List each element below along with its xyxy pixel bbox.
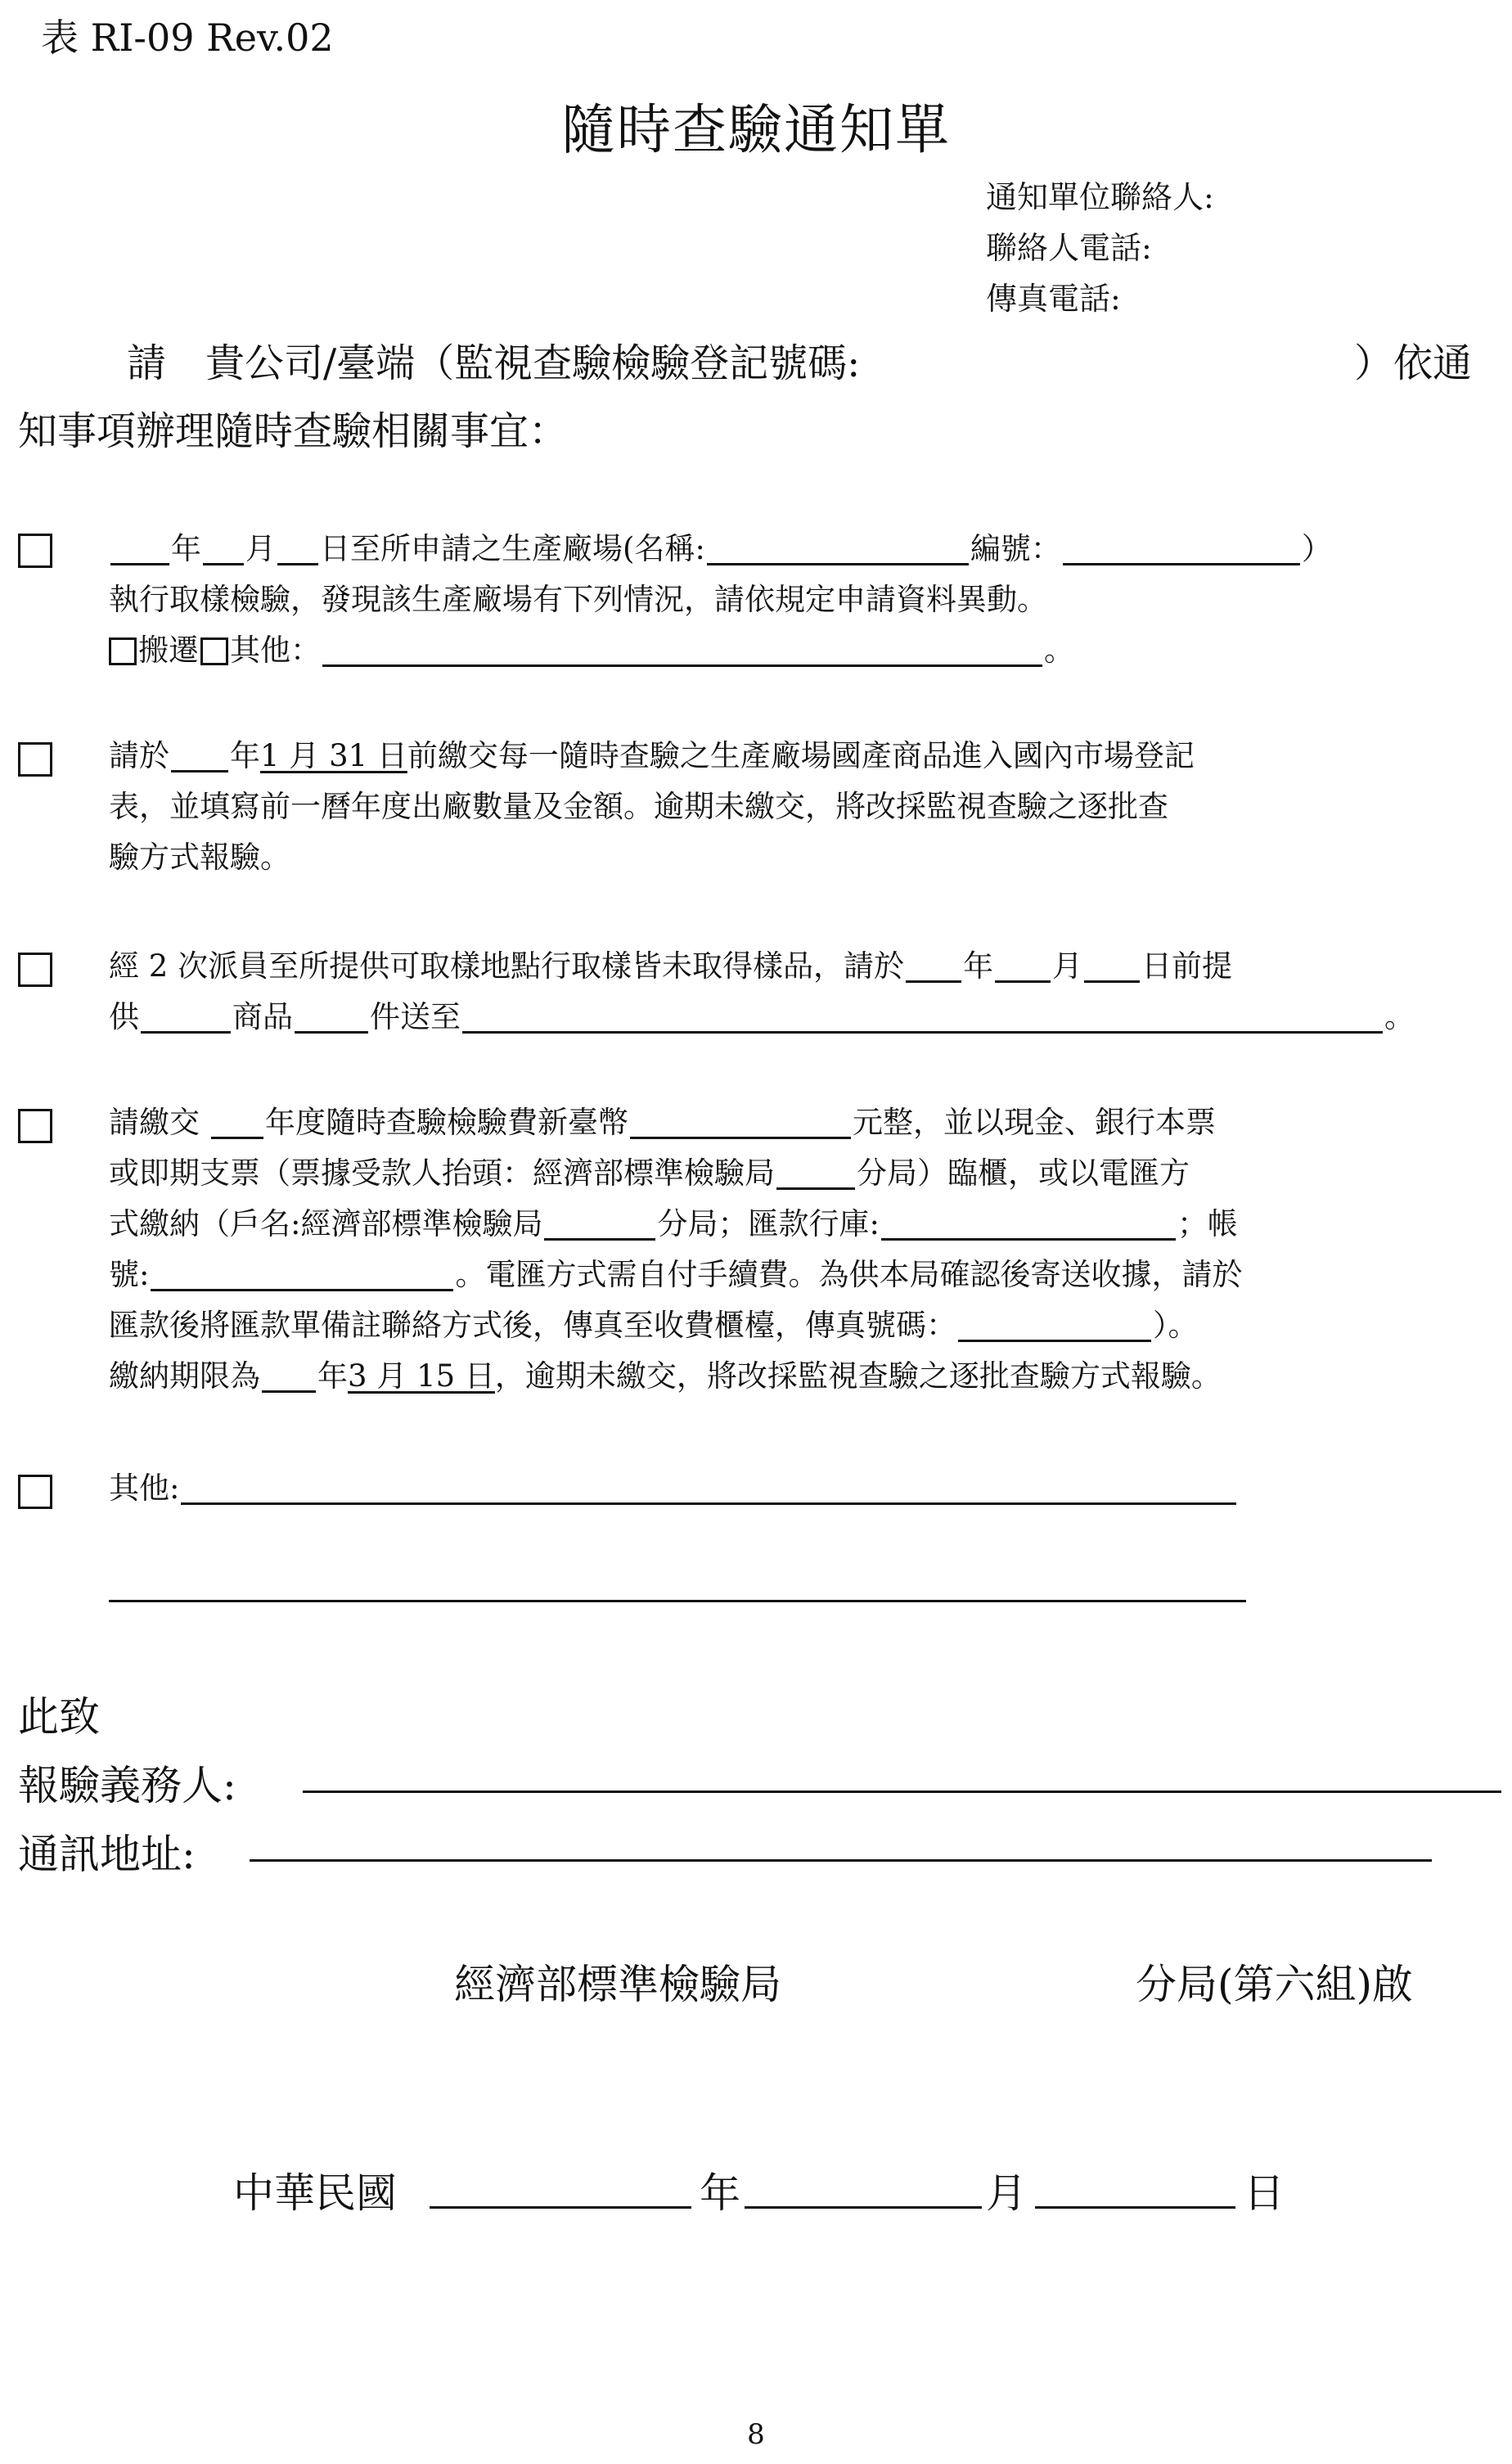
item3-product-blank[interactable]: [141, 1000, 231, 1034]
item1-line3: [109, 625, 1074, 669]
obligor-label: 報驗義務人:: [18, 1762, 236, 1809]
item4-branch-blank-2[interactable]: [544, 1207, 655, 1241]
page-number: 8: [747, 2418, 765, 2451]
contact-person-label: 通知單位聯絡人:: [986, 179, 1214, 215]
item1-other-checkbox[interactable]: [200, 637, 228, 665]
item4-line1-text: 元整，並以現金、銀行本票: [853, 1105, 1216, 1140]
date-year-label: 年: [700, 2169, 740, 2217]
item4-deadline-date: 3 月 15 日: [348, 1358, 495, 1394]
item1-year-blank[interactable]: [110, 532, 169, 565]
item4-amount-blank[interactable]: [630, 1106, 851, 1139]
item4-fax-blank[interactable]: [958, 1309, 1151, 1342]
item4-deadline-year-label: 年: [317, 1358, 348, 1394]
item4-deadline-label: 繳納期限為: [109, 1358, 260, 1394]
item3-year-blank[interactable]: [906, 949, 961, 983]
fax-label: 傳真電話:: [986, 281, 1121, 317]
closing-to: 此致: [18, 1693, 100, 1741]
item4-line2: [109, 1148, 1190, 1192]
item4-account-name-label: 式繳納（戶名:經濟部標準檢驗局: [109, 1206, 543, 1241]
item3-year-label: 年: [963, 948, 994, 984]
item4-fax-label: 匯款後將匯款單備註聯絡方式後，傳真至收費櫃檯，傳真號碼：: [109, 1308, 956, 1343]
item4-line3: [109, 1199, 1238, 1243]
item3-line1: [109, 941, 1232, 985]
item2-line2: 表，並填寫前一曆年度出廠數量及金額。逾期未繳交，將改採監視查驗之逐批查: [109, 789, 1168, 824]
item1-month-blank[interactable]: [203, 532, 244, 565]
intro-line1-a: 請 貴公司/臺端（監視查驗檢驗登記號碼:: [127, 340, 861, 386]
item5-checkbox[interactable]: [18, 1475, 52, 1509]
intro-line1-b: ）依通: [1354, 340, 1473, 386]
item4-account-blank[interactable]: [151, 1258, 453, 1291]
item1-factory-name-label: 日至所申請之生產廠場(名稱:: [320, 531, 705, 566]
item4-line4: [109, 1250, 1242, 1294]
item4-please-pay-label: 請繳交: [109, 1105, 200, 1140]
agency-name: 經濟部標準檢驗局: [454, 1961, 781, 2008]
item2-deadline-date: 1 月 31 日: [260, 738, 407, 773]
item4-account-no-label: 號:: [109, 1257, 150, 1292]
intro-line2: 知事項辦理隨時查驗相關事宜：: [18, 408, 569, 454]
item4-bank-label: 分局；匯款行庫:: [657, 1206, 880, 1241]
date-year-blank[interactable]: [430, 2206, 691, 2209]
item1-number-label: 編號：: [970, 531, 1061, 566]
item3-day-blank[interactable]: [1084, 949, 1140, 983]
item1-close-paren: ）: [1301, 531, 1332, 566]
address-label: 通訊地址:: [18, 1831, 196, 1878]
item2-please-label: 請於: [109, 738, 169, 773]
item4-line1: [109, 1097, 1216, 1142]
item4-line6: [109, 1351, 1222, 1395]
item1-line3-end: 。: [1044, 633, 1074, 668]
item1-number-blank[interactable]: [1063, 532, 1300, 565]
item1-month-label: 月: [245, 531, 276, 566]
item3-line2: [109, 992, 1415, 1036]
form-code: 表 RI-09 Rev.02: [41, 16, 334, 60]
item4-line4-text: 。電匯方式需自付手續費。為供本局確認後寄送收據，請於: [455, 1257, 1243, 1292]
item4-fee-label: 年度隨時查驗檢驗費新臺幣: [265, 1105, 628, 1140]
item3-checkbox[interactable]: [18, 953, 52, 987]
date-day-label: 日: [1244, 2169, 1285, 2217]
item4-line5: [109, 1300, 1199, 1345]
item5-other-label: 其他:: [109, 1471, 180, 1506]
item1-factory-name-blank[interactable]: [707, 532, 969, 565]
item2-line1: [109, 731, 1195, 775]
item4-branch-blank-1[interactable]: [776, 1156, 855, 1190]
item3-line1-text: 經 2 次派員至所提供可取樣地點行取樣皆未取得樣品，請於: [109, 948, 905, 984]
item3-product-label: 商品: [232, 999, 293, 1034]
item3-send-to-label: 件送至: [370, 999, 461, 1034]
item4-deadline-year-blank[interactable]: [262, 1359, 316, 1393]
date-era-label: 中華民國: [233, 2169, 397, 2217]
item1-other-label: 其他：: [230, 633, 321, 668]
item2-year-blank[interactable]: [171, 739, 228, 773]
item3-month-label: 月: [1052, 948, 1083, 984]
item1-move-label: 搬遷: [138, 633, 199, 668]
item1-checkbox[interactable]: [18, 534, 52, 568]
item1-line2: 執行取樣檢驗，發現該生產廠場有下列情況，請依規定申請資料異動。: [109, 582, 1047, 617]
branch-sign-off: 分局(第六組)啟: [1136, 1961, 1414, 2008]
item2-line1-text: 前繳交每一隨時查驗之生產廠場國產商品進入國內市場登記: [407, 738, 1195, 773]
item1-line1: [109, 524, 1332, 568]
item5-other-blank-2[interactable]: [109, 1600, 1246, 1602]
item4-account-label: ；帳: [1177, 1206, 1238, 1241]
item3-destination-blank[interactable]: [462, 1000, 1383, 1034]
item4-checkbox[interactable]: [18, 1109, 52, 1143]
item5-line1: [109, 1463, 1238, 1507]
date-day-blank[interactable]: [1035, 2206, 1235, 2209]
item4-line2-text: 分局）臨櫃，或以電匯方: [857, 1155, 1190, 1191]
item1-year-label: 年: [171, 531, 201, 566]
item5-other-blank-1[interactable]: [181, 1471, 1236, 1505]
page-title: 隨時查驗通知單: [561, 98, 951, 161]
item3-line2-end: 。: [1384, 999, 1415, 1034]
item3-provide-label: 供: [109, 999, 139, 1034]
item4-payee-label: 或即期支票（票據受款人抬頭：經濟部標準檢驗局: [109, 1155, 775, 1191]
date-month-blank[interactable]: [745, 2206, 982, 2209]
date-month-label: 月: [986, 2169, 1027, 2217]
item2-line3: 驗方式報驗。: [109, 840, 290, 875]
item3-count-blank[interactable]: [295, 1000, 368, 1034]
contact-phone-label: 聯絡人電話:: [986, 230, 1152, 266]
address-blank[interactable]: [250, 1859, 1432, 1862]
item2-year-label: 年: [230, 738, 260, 773]
item2-checkbox[interactable]: [18, 742, 52, 777]
item4-year-blank[interactable]: [211, 1106, 263, 1139]
item4-line6-text: ，逾期未繳交，將改採監視查驗之逐批查驗方式報驗。: [494, 1358, 1222, 1394]
item3-day-label: 日前提: [1141, 948, 1233, 984]
item1-other-blank[interactable]: [322, 633, 1042, 667]
item4-bank-blank[interactable]: [881, 1207, 1176, 1241]
item4-line5-end: ）。: [1153, 1308, 1199, 1343]
item1-move-checkbox[interactable]: [109, 637, 137, 665]
item3-month-blank[interactable]: [995, 949, 1051, 983]
obligor-blank[interactable]: [303, 1791, 1501, 1793]
item1-day-blank[interactable]: [277, 532, 318, 565]
